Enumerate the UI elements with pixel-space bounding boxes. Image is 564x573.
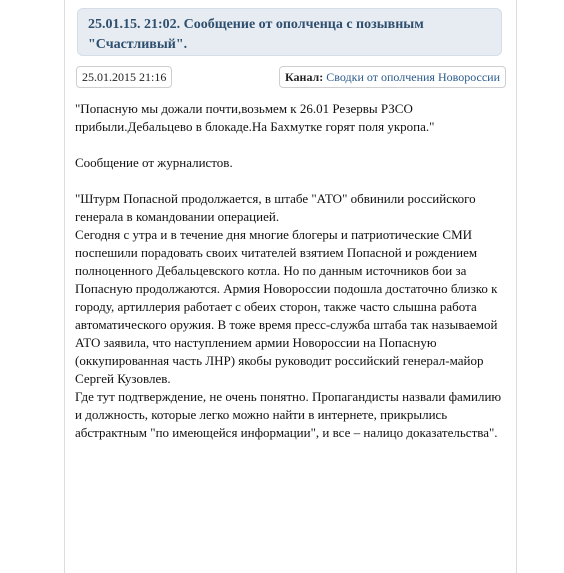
body-paragraph: "Попасную мы дожали почти,возьмем к 26.01 Резервы РЗСО прибыли.Дебальцево в блокаде.На Бахмутке горят поля укропа." [75, 101, 435, 134]
body-paragraph: "Штурм Попасной продолжается, в штабе "АТО" обвинили российского генерала в командовании операцией. [75, 191, 476, 224]
body-paragraph: Где тут подтверждение, не очень понятно. Пропагандисты назвали фамилию и должность, которые легко можно найти в интернете, прикрылись абстрактным "по имеющейся информации", и все – налицо доказательства". [75, 389, 502, 440]
post-date-badge [76, 66, 172, 88]
body-paragraph: Сегодня с утра и в течение дня многие блогеры и патриотические СМИ поспешили порадовать своих читателей взятием Попасной и рождением полноценного Дебальцевского котла. Но по данным источников бои за Попасную продолжаются. Армия Новороссии подошла достаточно близко к городу, артиллерия работает с обеих сторон, также часто слышна работа автоматического оружия. В тоже время пресс-служба штаба так называемой АТО заявила, что наступлением армии Новороссии на Попасную (оккупированная часть ЛНР) якобы руководит российский генерал-майор Сергей Кузовлев. [75, 227, 498, 386]
post-date: 25.01.2015 21:16 [82, 70, 167, 84]
post-frame [64, 0, 517, 573]
channel-badge [279, 66, 506, 88]
channel-label: Канал: [284, 70, 324, 84]
post-title: 25.01.15. 21:02. Сообщение от ополченца с позывным "Счастливый". [77, 8, 502, 56]
body-paragraph: Сообщение от журналистов. [75, 155, 233, 170]
channel-link[interactable]: Сводки от ополчения Новороссии [326, 70, 500, 84]
post-body [75, 100, 507, 442]
